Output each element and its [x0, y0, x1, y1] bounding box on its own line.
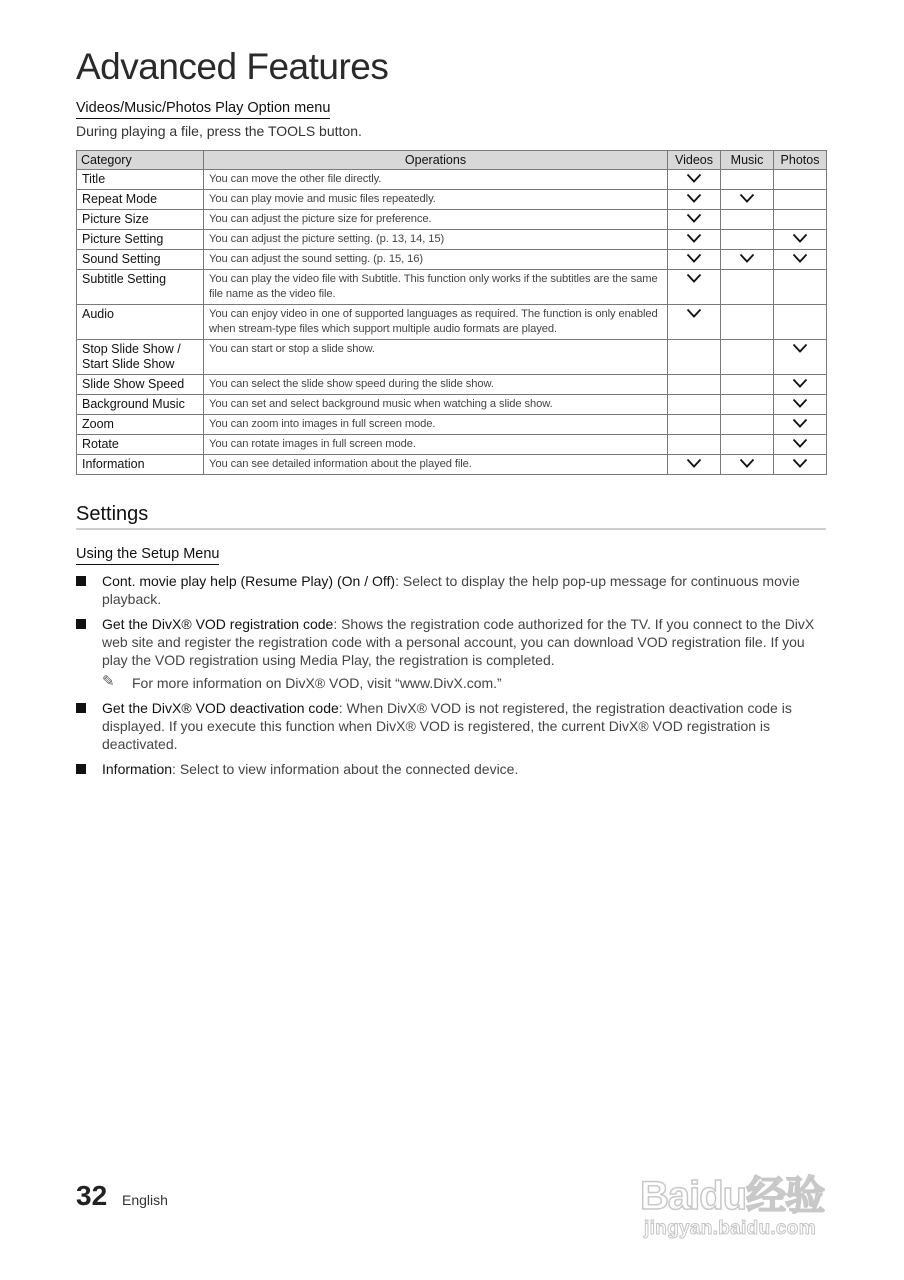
category-cell: Picture Setting [77, 230, 204, 250]
category-cell: Background Music [77, 395, 204, 415]
operation-cell: You can select the slide show speed during the slide show. [204, 375, 668, 395]
music-support-cell [721, 170, 774, 190]
category-cell: Sound Setting [77, 250, 204, 270]
videos-support-cell [668, 435, 721, 455]
column-header-photos: Photos [774, 151, 827, 170]
videos-support-cell [668, 190, 721, 210]
table-row [77, 395, 827, 415]
operation-cell: You can play movie and music files repeatedly. [204, 190, 668, 210]
check-icon [686, 213, 702, 223]
videos-support-cell [668, 375, 721, 395]
setting-term: Get the DivX® VOD registration code [102, 616, 334, 632]
category-cell: Subtitle Setting [77, 270, 204, 305]
square-bullet-icon [76, 703, 86, 713]
music-support-cell [721, 190, 774, 210]
setup-menu-subheading: Using the Setup Menu [76, 546, 219, 565]
videos-support-cell [668, 250, 721, 270]
music-support-cell [721, 375, 774, 395]
check-icon [739, 193, 755, 203]
note-text: For more information on DivX® VOD, visit “www.DivX.com.” [132, 675, 502, 691]
music-support-cell [721, 250, 774, 270]
check-icon [739, 458, 755, 468]
category-cell: Zoom [77, 415, 204, 435]
music-support-cell [721, 230, 774, 250]
check-icon [739, 253, 755, 263]
table-row [77, 435, 827, 455]
music-support-cell [721, 210, 774, 230]
photos-support-cell [774, 305, 827, 340]
operation-cell: You can zoom into images in full screen mode. [204, 415, 668, 435]
settings-title: Settings [76, 503, 826, 530]
setting-description: : Select to view information about the connected device. [172, 761, 519, 777]
operation-cell: You can start or stop a slide show. [204, 340, 668, 375]
check-icon [792, 458, 808, 468]
operation-cell: You can set and select background music when watching a slide show. [204, 395, 668, 415]
photos-support-cell [774, 415, 827, 435]
check-icon [792, 343, 808, 353]
check-icon [686, 233, 702, 243]
settings-list [76, 572, 828, 785]
table-row [77, 340, 827, 375]
table-row [77, 170, 827, 190]
square-bullet-icon [76, 764, 86, 774]
check-icon [686, 253, 702, 263]
category-cell: Repeat Mode [77, 190, 204, 210]
check-icon [792, 233, 808, 243]
list-item [76, 699, 828, 753]
table-row [77, 230, 827, 250]
table-row [77, 190, 827, 210]
category-cell: Stop Slide Show / Start Slide Show [77, 340, 204, 375]
play-option-table-body [77, 170, 827, 475]
photos-support-cell [774, 170, 827, 190]
category-cell: Title [77, 170, 204, 190]
operation-cell: You can adjust the picture size for preference. [204, 210, 668, 230]
music-support-cell [721, 270, 774, 305]
music-support-cell [721, 305, 774, 340]
photos-support-cell [774, 375, 827, 395]
list-item [76, 760, 828, 778]
list-item [76, 615, 828, 692]
setting-description: : When DivX® VOD is not registered, the registration deactivation code is displayed. If you execute this function when DivX® VOD is registered, the current DivX® VOD registration is deactivated. [102, 700, 792, 752]
page-language: English [122, 1192, 168, 1208]
photos-support-cell [774, 455, 827, 475]
category-cell: Picture Size [77, 210, 204, 230]
column-header-operations: Operations [204, 151, 668, 170]
videos-support-cell [668, 170, 721, 190]
table-row [77, 415, 827, 435]
setting-description: : Shows the registration code authorized for the TV. If you connect to the DivX web site and register the registration code with a personal account, you can download VOD registration file. If you play the VOD registration using Media Play, the registration is completed. [102, 616, 815, 668]
photos-support-cell [774, 210, 827, 230]
photos-support-cell [774, 230, 827, 250]
operation-cell: You can adjust the picture setting. (p. 13, 14, 15) [204, 230, 668, 250]
operation-cell: You can adjust the sound setting. (p. 15, 16) [204, 250, 668, 270]
table-header-row [77, 151, 827, 170]
photos-support-cell [774, 190, 827, 210]
table-row [77, 270, 827, 305]
pencil-note-icon: ✎ [102, 673, 115, 690]
column-header-videos: Videos [668, 151, 721, 170]
operation-cell: You can move the other file directly. [204, 170, 668, 190]
setting-description: : Select to display the help pop-up message for continuous movie playback. [102, 573, 800, 607]
videos-support-cell [668, 305, 721, 340]
operation-cell: You can play the video file with Subtitle. This function only works if the subtitles are the same file name as the video file. [204, 270, 668, 305]
setting-term: Cont. movie play help (Resume Play) (On / Off) [102, 573, 396, 589]
baidu-watermark [640, 1140, 860, 1250]
page-number: 32 [76, 1180, 108, 1211]
page-title: Advanced Features [76, 46, 389, 87]
videos-support-cell [668, 415, 721, 435]
play-option-intro: During playing a file, press the TOOLS button. [76, 123, 362, 139]
setting-term: Information [102, 761, 173, 777]
check-icon [792, 253, 808, 263]
music-support-cell [721, 395, 774, 415]
square-bullet-icon [76, 576, 86, 586]
check-icon [686, 308, 702, 318]
note [102, 674, 828, 692]
table-row [77, 305, 827, 340]
videos-support-cell [668, 455, 721, 475]
check-icon [686, 458, 702, 468]
check-icon [792, 378, 808, 388]
watermark-url: jingyan.baidu.com [644, 1218, 816, 1239]
check-icon [792, 438, 808, 448]
category-cell: Information [77, 455, 204, 475]
videos-support-cell [668, 210, 721, 230]
operation-cell: You can rotate images in full screen mode. [204, 435, 668, 455]
category-cell: Rotate [77, 435, 204, 455]
play-option-table [76, 150, 827, 475]
photos-support-cell [774, 395, 827, 415]
table-row [77, 455, 827, 475]
videos-support-cell [668, 270, 721, 305]
operation-cell: You can enjoy video in one of supported languages as required. The function is only enabled when stream-type files which support multiple audio formats are played. [204, 305, 668, 340]
videos-support-cell [668, 340, 721, 375]
music-support-cell [721, 415, 774, 435]
music-support-cell [721, 340, 774, 375]
music-support-cell [721, 455, 774, 475]
check-icon [686, 193, 702, 203]
check-icon [792, 418, 808, 428]
photos-support-cell [774, 270, 827, 305]
music-support-cell [721, 435, 774, 455]
table-row [77, 375, 827, 395]
column-header-music: Music [721, 151, 774, 170]
table-row [77, 210, 827, 230]
play-option-menu-heading: Videos/Music/Photos Play Option menu [76, 100, 330, 119]
check-icon [686, 173, 702, 183]
category-cell: Audio [77, 305, 204, 340]
setting-term: Get the DivX® VOD deactivation code [102, 700, 339, 716]
square-bullet-icon [76, 619, 86, 629]
videos-support-cell [668, 230, 721, 250]
list-item [76, 572, 828, 608]
category-cell: Slide Show Speed [77, 375, 204, 395]
table-row [77, 250, 827, 270]
check-icon [686, 273, 702, 283]
operation-cell: You can see detailed information about the played file. [204, 455, 668, 475]
column-header-category: Category [77, 151, 204, 170]
videos-support-cell [668, 395, 721, 415]
watermark-logo-text: Baidu经验 [640, 1174, 825, 1218]
photos-support-cell [774, 250, 827, 270]
photos-support-cell [774, 340, 827, 375]
check-icon [792, 398, 808, 408]
photos-support-cell [774, 435, 827, 455]
